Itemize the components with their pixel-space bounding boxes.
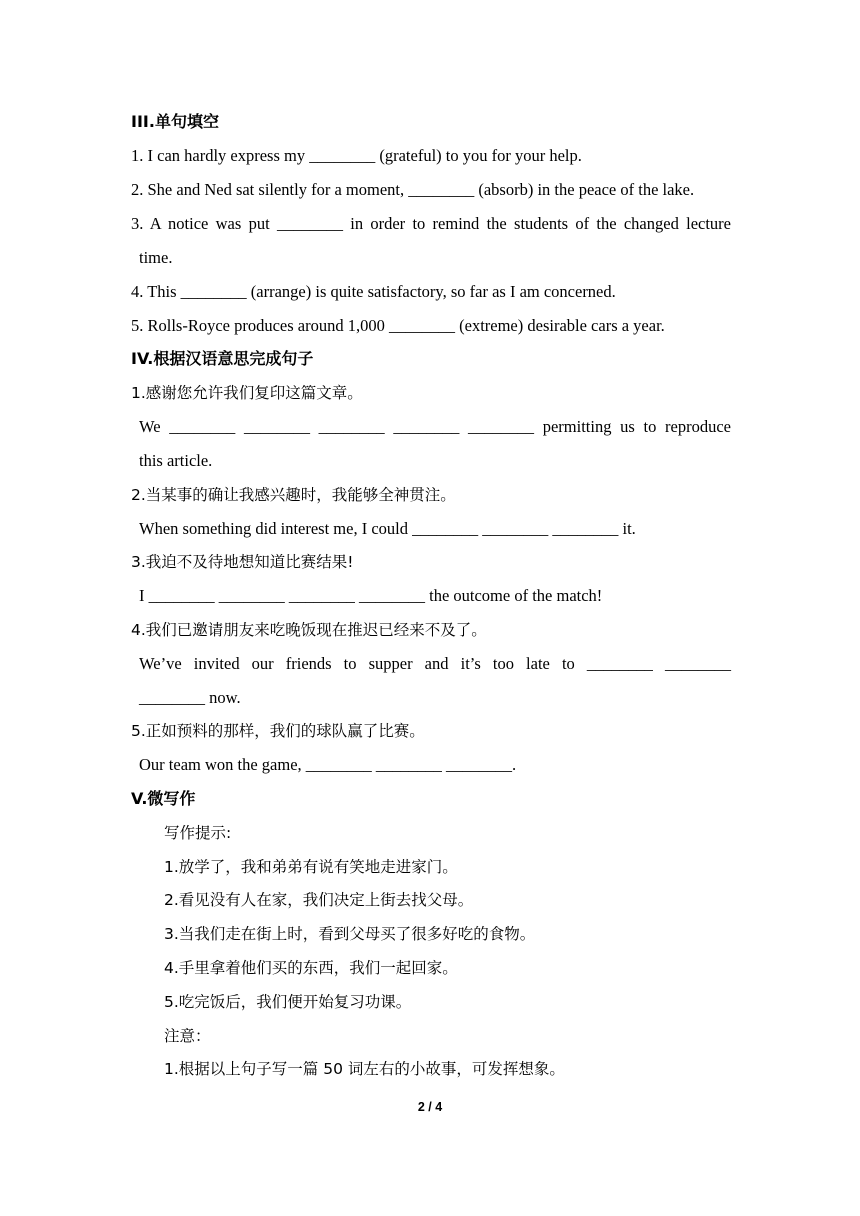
s5-prompt-3: 3.当我们走在街上时，看到父母买了很多好吃的食物。 [164, 925, 536, 943]
s5-prompt-4: 4.手里拿着他们买的东西，我们一起回家。 [164, 959, 458, 977]
s4-q3-chinese: 3.我迫不及待地想知道比赛结果! [131, 553, 354, 571]
s3-item-1: 1. I can hardly express my ________ (grateful) to you for your help. [131, 146, 582, 165]
s5-prompt-2: 2.看见没有人在家，我们决定上街去找父母。 [164, 891, 474, 909]
s5-note-1: 1.根据以上句子写一篇 50 词左右的小故事，可发挥想象。 [164, 1060, 565, 1078]
s5-prompt-5: 5.吃完饭后，我们便开始复习功课。 [164, 993, 412, 1011]
s4-q2-english: When something did interest me, I could ________ ________ ________ it. [139, 519, 636, 538]
s4-q5-english: Our team won the game, ________ ________ ________. [139, 755, 517, 774]
section-5-title: V.微写作 [131, 789, 196, 808]
s5-prompt-label: 写作提示: [164, 824, 232, 842]
page-number: 2 / 4 [417, 1100, 443, 1114]
s4-q4-chinese: 4.我们已邀请朋友来吃晚饭现在推迟已经来不及了。 [131, 621, 487, 639]
s4-q1-english-cont: this article. [139, 451, 213, 470]
s4-q5-chinese: 5.正如预料的那样，我们的球队赢了比赛。 [131, 722, 425, 740]
s4-q1-chinese: 1.感谢您允许我们复印这篇文章。 [131, 384, 363, 402]
s3-item-3: 3. A notice was put ________ in order to remind the students of the changed lecture [131, 214, 731, 233]
s4-q2-chinese: 2.当某事的确让我感兴趣时，我能够全神贯注。 [131, 486, 456, 504]
section-4-title: IV.根据汉语意思完成句子 [131, 349, 314, 368]
s3-item-4: 4. This ________ (arrange) is quite satisfactory, so far as I am concerned. [131, 282, 616, 301]
s5-note-label: 注意： [164, 1027, 211, 1045]
s4-q4-english-cont: ________ now. [139, 688, 241, 707]
section-3-title: III.单句填空 [131, 112, 219, 131]
s3-item-5: 5. Rolls-Royce produces around 1,000 ________ (extreme) desirable cars a year. [131, 316, 665, 335]
s3-item-3-cont: time. [139, 248, 173, 267]
s4-q3-english: I ________ ________ ________ ________ the outcome of the match! [139, 586, 603, 605]
s3-item-2: 2. She and Ned sat silently for a moment, ________ (absorb) in the peace of the lake. [131, 180, 695, 199]
s4-q1-english: We ________ ________ ________ ________ ________ permitting us to reproduce [139, 417, 731, 436]
s5-prompt-1: 1.放学了，我和弟弟有说有笑地走进家门。 [164, 858, 458, 876]
s4-q4-english: We’ve invited our friends to supper and it’s too late to ________ ________ [139, 654, 731, 673]
